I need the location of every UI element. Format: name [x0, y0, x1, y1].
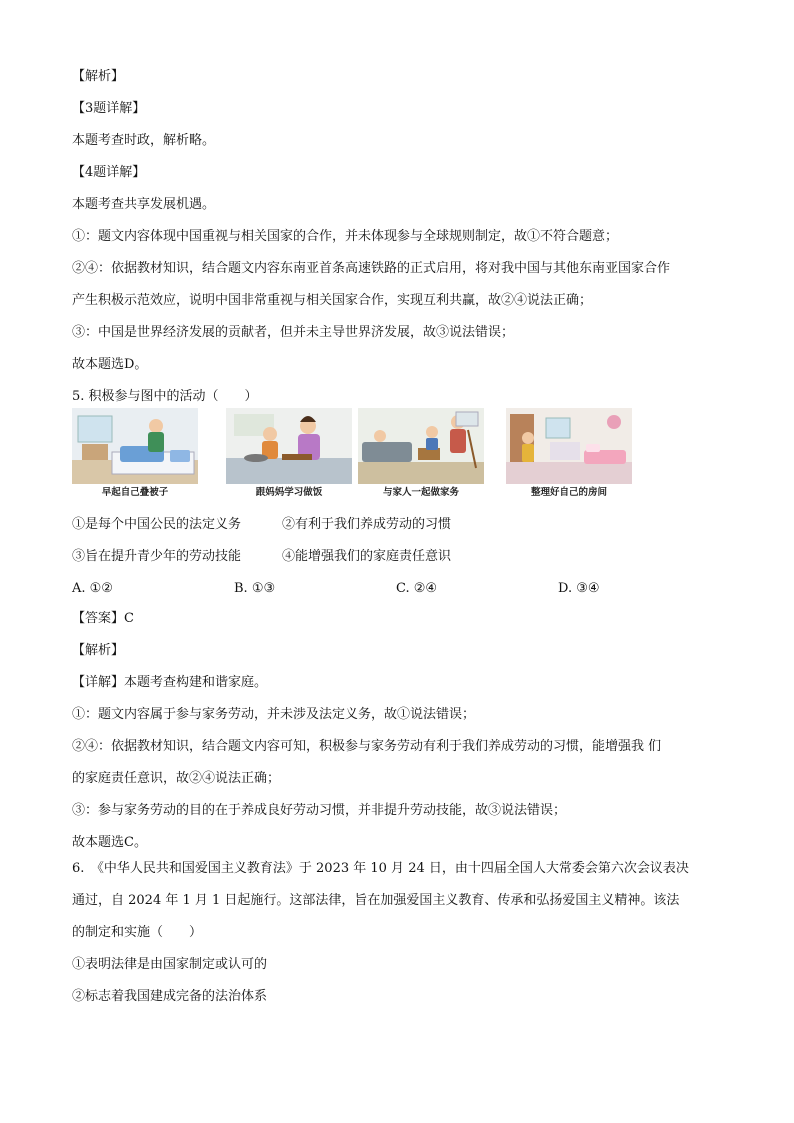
- statement-4: ④能增强我们的家庭责任意识: [282, 549, 452, 564]
- q6-statement-2: ②标志着我国建成完备的法治体系: [72, 989, 268, 1004]
- q5-detail-heading: 【详解】本题考查构建和谐家庭。: [72, 675, 268, 690]
- q4-detail-text: 本题考查共享发展机遇。: [72, 197, 216, 212]
- q5-analysis-1: ①：题文内容属于参与家务劳动，并未涉及法定义务，故①说法错误；: [72, 707, 476, 722]
- q3-detail-text: 本题考查时政，解析略。: [72, 133, 216, 148]
- q3-detail-heading: 【3题详解】: [72, 101, 146, 116]
- q4-analysis-2-cont: 产生积极示范效应，说明中国非常重视与相关国家合作，实现互利共赢，故②④说法正确；: [72, 293, 593, 308]
- choice-c: C. ②④: [396, 581, 438, 596]
- figure-tidy-room: [506, 408, 632, 504]
- q6-statement-1: ①表明法律是由国家制定或认可的: [72, 957, 268, 972]
- figure-fold-quilt: [72, 408, 198, 504]
- choice-d: D. ③④: [558, 581, 600, 596]
- statement-3: ③旨在提升青少年的劳动技能: [72, 549, 242, 564]
- q5-analysis-2-cont: 的家庭责任意识，故②④说法正确；: [72, 771, 281, 786]
- analysis-heading: 【解析】: [72, 69, 125, 84]
- question-6-stem-1: 6. 《中华人民共和国爱国主义教育法》于 2023 年 10 月 24 日，由十四届全国人大常委会第六次会议表决: [72, 861, 689, 876]
- tidy-room-illustration: [506, 408, 632, 484]
- q4-detail-heading: 【4题详解】: [72, 165, 146, 180]
- figure-housework-with-family: [358, 408, 484, 504]
- caption-housework-with-family: 与家人一起做家务: [382, 487, 459, 498]
- statement-2: ②有利于我们养成劳动的习惯: [282, 517, 452, 532]
- choice-b: B. ①③: [234, 581, 276, 596]
- q5-conclusion: 故本题选C。: [72, 835, 147, 850]
- choice-a: A. ①②: [72, 581, 113, 596]
- question-5-figures: [72, 408, 632, 504]
- q4-conclusion: 故本题选D。: [72, 357, 148, 372]
- q4-analysis-2: ②④：依据教材知识，结合题文内容东南亚首条高速铁路的正式启用，将对我中国与其他东南亚国家合作: [72, 261, 671, 276]
- housework-with-family-illustration: [358, 408, 484, 484]
- fold-quilt-illustration: [72, 408, 198, 484]
- cook-with-mom-illustration: [226, 408, 352, 484]
- analysis-heading-q5: 【解析】: [72, 643, 125, 658]
- caption-cook-with-mom: 跟妈妈学习做饭: [255, 487, 323, 498]
- question-6-stem-3: 的制定和实施（ ）: [72, 925, 203, 940]
- question-6-stem-2: 通过，自 2024 年 1 月 1 日起施行。这部法律，旨在加强爱国主义教育、传承和弘扬爱国主义精神。该法: [72, 893, 680, 908]
- answer-q5: 【答案】C: [72, 611, 134, 626]
- question-5-stem: 5. 积极参与图中的活动（ ）: [72, 389, 258, 404]
- figure-cook-with-mom: [226, 408, 352, 504]
- q5-analysis-2: ②④：依据教材知识，结合题文内容可知，积极参与家务劳动有利于我们养成劳动的习惯，能增强我 们: [72, 739, 662, 754]
- statement-1: ①是每个中国公民的法定义务: [72, 517, 242, 532]
- caption-tidy-room: 整理好自己的房间: [530, 487, 607, 498]
- q4-analysis-1: ①：题文内容体现中国重视与相关国家的合作，并未体现参与全球规则制定，故①不符合题意；: [72, 229, 619, 244]
- q5-analysis-3: ③：参与家务劳动的目的在于养成良好劳动习惯，并非提升劳动技能，故③说法错误；: [72, 803, 567, 818]
- caption-fold-quilt: 早起自己叠被子: [101, 487, 169, 498]
- q4-analysis-3: ③：中国是世界经济发展的贡献者，但并未主导世界济发展，故③说法错误；: [72, 325, 515, 340]
